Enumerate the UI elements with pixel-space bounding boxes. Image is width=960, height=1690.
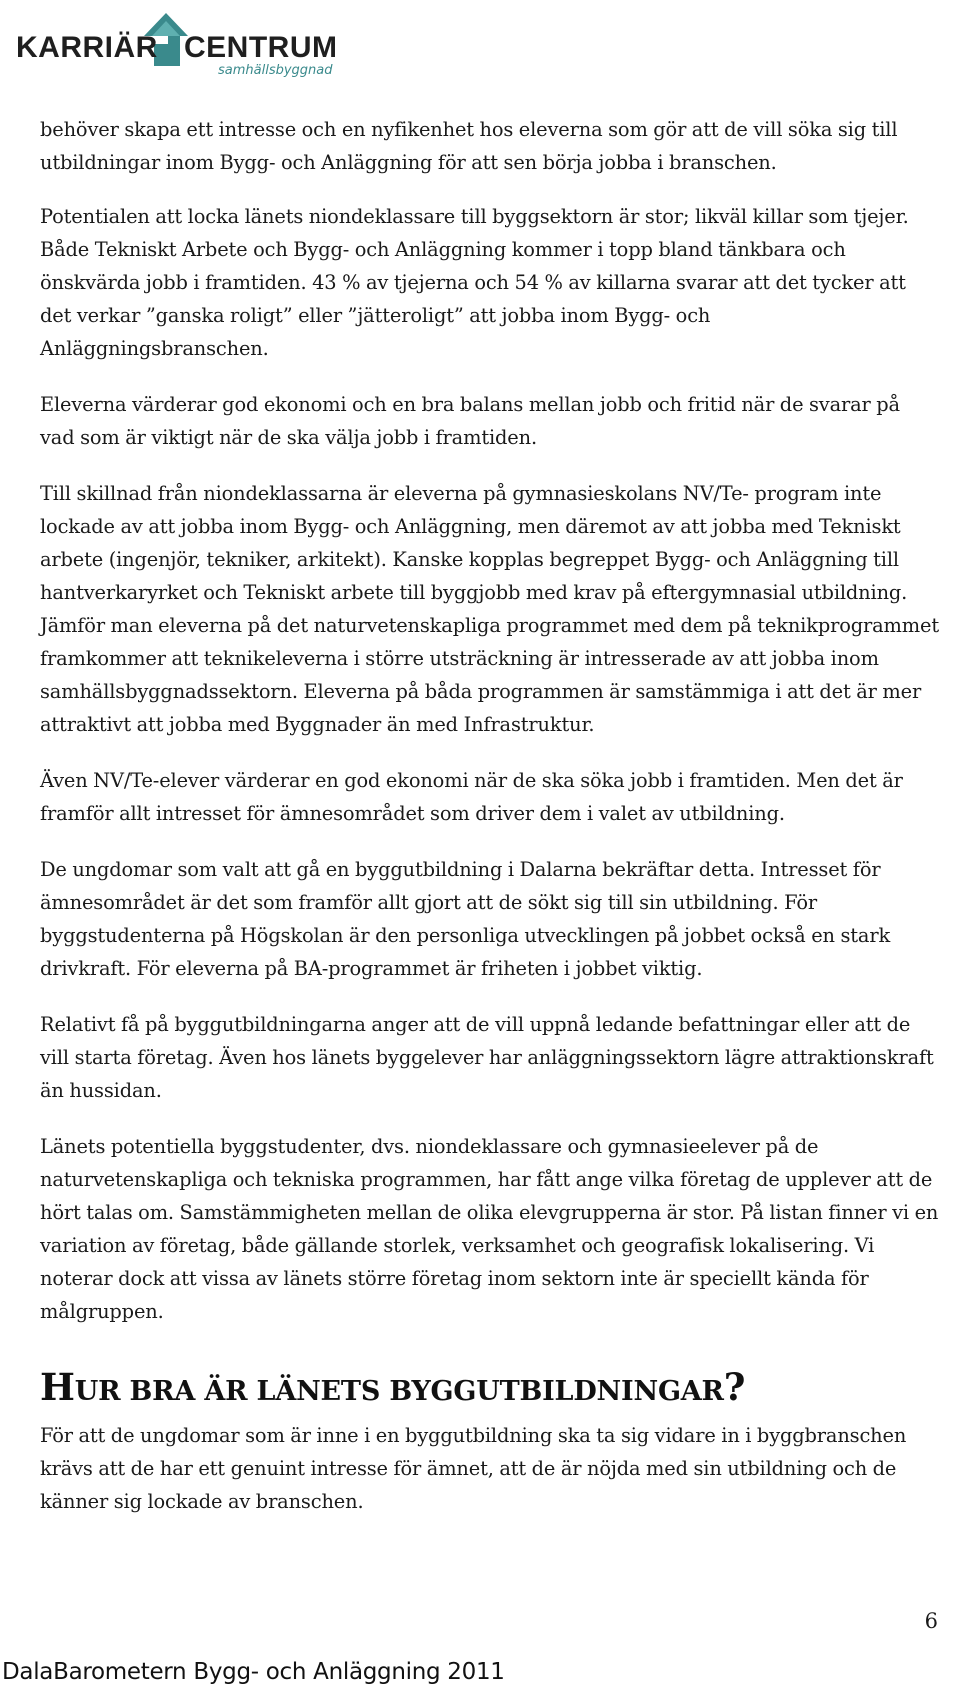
footer-document-title: DalaBarometern Bygg- och Anläggning 2011	[2, 1659, 505, 1685]
logo-text-left: KARRIÄR	[16, 31, 158, 64]
paragraph: För att de ungdomar som är inne i en byggutbildning ska ta sig vidare in i byggbranschen krävs att de har ett genuint intresse för ämnet, att de är nöjda med sin utbildning och de känner sig lockade av branschen.	[40, 1424, 907, 1513]
logo-subtitle: samhällsbyggnad	[218, 63, 333, 78]
karriarcentrum-logo	[12, 8, 342, 80]
page-number: 6	[924, 1609, 938, 1633]
paragraph: Potentialen att locka länets niondeklassare till byggsektorn är stor; likväl killar som tjejer. Både Tekniskt Arbete och Bygg- och Anläggning kommer i topp bland tänkbara och önskvärda jobb i framtiden. 43 % av tjejerna och 54 % av killarna svarar att det tycker att det verkar ”ganska roligt” eller ”jätteroligt” att jobba inom Bygg- och Anläggningsbranschen.	[40, 205, 909, 360]
paragraph: Till skillnad från niondeklassarna är eleverna på gymnasieskolans NV/Te- program inte lockade av att jobba inom Bygg- och Anläggning, men däremot av att jobba med Tekniskt arbete (ingenjör, tekniker, arkitekt). Kanske kopplas begreppet Bygg- och Anläggning till hantverkaryrket och Tekniskt arbete till byggjobb med krav på eftergymnasial utbildning. Jämför man eleverna på det naturvetenskapliga programmet med dem på teknikprogrammet framkommer att teknikeleverna i större utsträckning är intresserade av att jobba inom samhällsbyggnadssektorn. Eleverna på båda programmen är samstämmiga i att det är mer attraktivt att jobba med Byggnader än med Infrastruktur.	[40, 482, 939, 736]
paragraph: Eleverna värderar god ekonomi och en bra balans mellan jobb och fritid när de svarar på vad som är viktigt när de ska välja jobb i framtiden.	[40, 393, 900, 449]
heading-initial: H	[40, 1365, 75, 1409]
paragraph: De ungdomar som valt att gå en byggutbildning i Dalarna bekräftar detta. Intresset för ämnesområdet är det som framför allt gjort att de sökt sig till sin utbildning. För byggstudenterna på Högskolan är den personliga utvecklingen på jobbet också en stark drivkraft. För eleverna på BA-programmet är friheten i jobbet viktig.	[40, 858, 891, 980]
heading-text: UR BRA ÄR LÄNETS BYGGUTBILDNINGAR	[74, 1376, 724, 1407]
logo-text-right: CENTRUM	[184, 31, 338, 64]
paragraph: behöver skapa ett intresse och en nyfikenhet hos eleverna som gör att de vill söka sig till utbildningar inom Bygg- och Anläggning för att sen börja jobba i branschen.	[40, 118, 898, 174]
paragraph: Även NV/Te-elever värderar en god ekonomi när de ska söka jobb i framtiden. Men det är framför allt intresset för ämnesområdet som driver dem i valet av utbildning.	[40, 769, 903, 825]
logo-graphic	[12, 8, 342, 80]
section-heading	[40, 1364, 940, 1415]
paragraph: Länets potentiella byggstudenter, dvs. niondeklassare och gymnasieelever på de naturvetenskapliga och tekniska programmen, har fått ange vilka företag de upplever att de hört talas om. Samstämmigheten mellan de olika elevgrupperna är stor. På listan finner vi en variation av företag, både gällande storlek, verksamhet och geografisk lokalisering. Vi noterar dock att vissa av länets större företag inom sektorn inte är speciellt kända för målgruppen.	[40, 1135, 939, 1323]
paragraph: Relativt få på byggutbildningarna anger att de vill uppnå ledande befattningar eller att de vill starta företag. Även hos länets byggelever har anläggningssektorn lägre attraktionskraft än hussidan.	[40, 1013, 934, 1102]
heading-question-mark: ?	[723, 1365, 746, 1409]
document-body	[40, 113, 940, 1541]
